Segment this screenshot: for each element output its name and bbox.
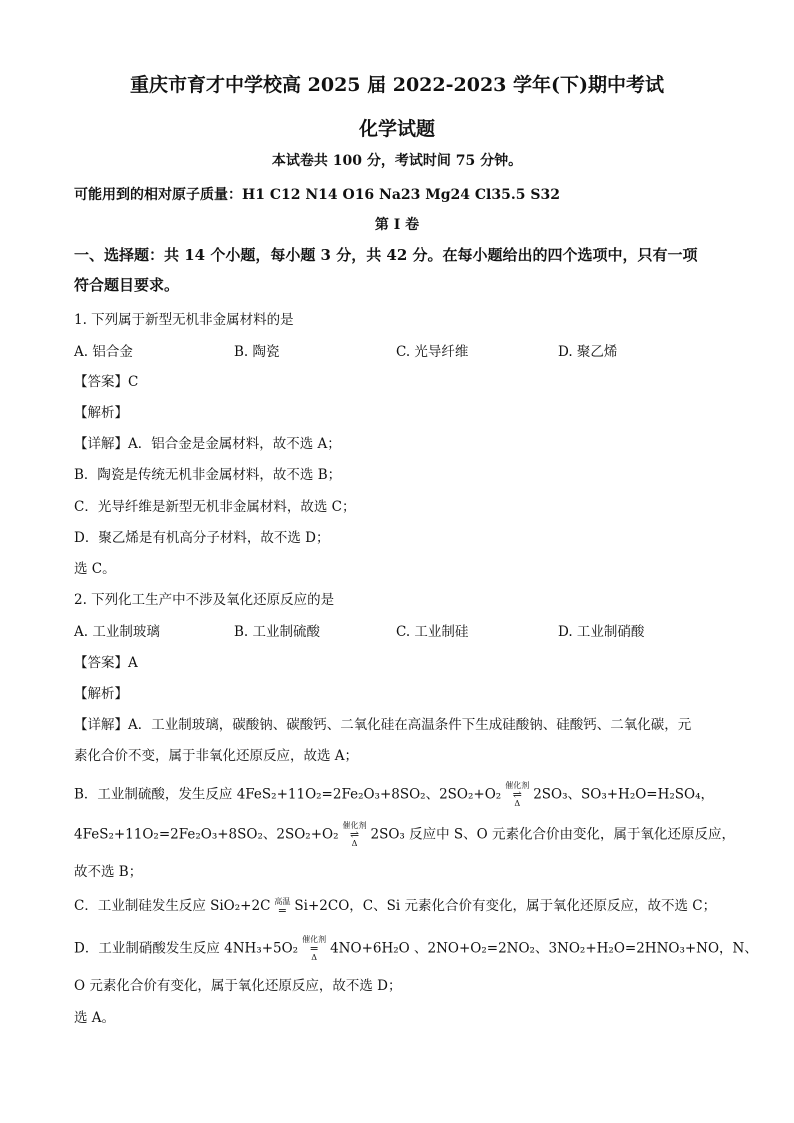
q2-b2-equation-pre: 4FeS₂+11O₂=2Fe₂O₃+8SO₂、2SO₂+O₂ xyxy=(74,826,339,843)
condition-catalyst-3: 催化剂 xyxy=(302,935,327,944)
condition-catalyst-2: 催化剂 xyxy=(342,821,367,830)
q2-detail-b-line1 xyxy=(74,782,714,808)
exam-title: 重庆市育才中学校高 2025 届 2022-2023 学年(下)期中考试 xyxy=(130,74,664,96)
q1-option-a: A. 铝合金 xyxy=(74,344,133,360)
condition-heat-3: Δ xyxy=(311,953,317,962)
equals-sign-icon: = xyxy=(277,903,288,917)
exam-subtitle: 化学试题 xyxy=(358,118,435,140)
q2-b2-equation-post: 2SO₃ 反应中 S、O 元素化合价由变化，属于氧化还原反应， xyxy=(370,826,735,843)
q2-detail-a-line1: 【详解】A．工业制玻璃，碳酸钠、碳酸钙、二氧化硅在高温条件下生成硅酸钠、硅酸钙、二氧化碳，元 xyxy=(74,717,692,733)
q2-detail-c xyxy=(74,894,716,916)
reversible-arrow-icon: ⇌ xyxy=(512,788,522,801)
q2-analysis-label: 【解析】 xyxy=(74,686,128,702)
condition-heat-2: Δ xyxy=(351,839,358,848)
q1-detail-a: 【详解】A．铝合金是金属材料，故不选 A； xyxy=(74,436,341,452)
section-heading-line1: 一、选择题：共 14 个小题，每小题 3 分，共 42 分。在每小题给出的四个选项中，只有一项 xyxy=(74,246,698,264)
q1-detail-d: D．聚乙烯是有机高分子材料，故不选 D； xyxy=(74,530,330,546)
q2-detail-d xyxy=(74,936,758,962)
q2-b-equation-pre: B．工业制硫酸，发生反应 4FeS₂+11O₂=2Fe₂O₃+8SO₂、2SO₂+O₂ xyxy=(74,786,502,803)
atomic-mass-line: 可能用到的相对原子质量：H1 C12 N14 O16 Na23 Mg24 Cl35.5 S32 xyxy=(74,187,560,203)
q2-option-a: A. 工业制玻璃 xyxy=(74,624,160,640)
condition-heat: Δ xyxy=(514,799,521,808)
q1-stem: 1. 下列属于新型无机非金属材料的是 xyxy=(74,312,294,328)
q1-option-d: D. 聚乙烯 xyxy=(558,344,618,360)
q2-stem: 2. 下列化工生产中不涉及氧化还原反应的是 xyxy=(74,592,335,608)
exam-info: 本试卷共 100 分，考试时间 75 分钟。 xyxy=(271,153,523,169)
q2-c-equation-post: Si+2CO，C、Si 元素化合价有变化，属于氧化还原反应，故不选 C； xyxy=(294,898,717,914)
q2-conclusion: 选 A。 xyxy=(74,1010,116,1026)
q1-detail-b: B．陶瓷是传统无机非金属材料，故不选 B； xyxy=(74,467,342,483)
condition-high-temp: 高温 xyxy=(274,896,291,906)
q2-option-d: D. 工业制硝酸 xyxy=(558,624,645,640)
q1-option-b: B. 陶瓷 xyxy=(234,344,280,360)
equals-sign-catalyst-heat xyxy=(302,936,326,962)
q2-detail-b-line2 xyxy=(74,822,735,848)
q2-option-c: C. 工业制硅 xyxy=(396,624,469,640)
q2-d-equation-pre: D．工业制硝酸发生反应 4NH₃+5O₂ xyxy=(74,940,299,957)
equals-sign-high-temp xyxy=(274,898,290,916)
q2-detail-d-line2: O 元素化合价有变化，属于氧化还原反应，故不选 D； xyxy=(74,978,402,994)
section-heading-line2: 符合题目要求。 xyxy=(74,276,180,294)
q2-detail-a-line2: 素化合价不变，属于非氧化还原反应，故选 A； xyxy=(74,748,359,764)
equals-sign-icon-2: = xyxy=(309,942,319,955)
reversible-arrow-catalyst-heat xyxy=(505,782,529,808)
q1-answer: 【答案】C xyxy=(74,374,139,390)
q1-analysis-label: 【解析】 xyxy=(74,405,128,421)
q2-detail-b-line3: 故不选 B； xyxy=(74,864,143,880)
q1-option-c: C. 光导纤维 xyxy=(396,344,469,360)
condition-catalyst: 催化剂 xyxy=(505,781,530,790)
q1-conclusion: 选 C。 xyxy=(74,561,116,577)
q2-b-equation-post: 2SO₃、SO₃+H₂O=H₂SO₄， xyxy=(533,786,715,803)
q1-detail-c: C．光导纤维是新型无机非金属材料，故选 C； xyxy=(74,499,356,515)
q2-d-equation-post: 4NO+6H₂O 、2NO+O₂=2NO₂、3NO₂+H₂O=2HNO₃+NO，N、 xyxy=(330,940,758,957)
volume-label: 第 I 卷 xyxy=(374,217,420,233)
q2-answer: 【答案】A xyxy=(74,655,138,671)
reversible-arrow-catalyst-heat-2 xyxy=(342,822,366,848)
reversible-arrow-icon-2: ⇌ xyxy=(349,828,360,841)
q2-option-b: B. 工业制硫酸 xyxy=(234,624,321,640)
q2-c-equation-pre: C．工业制硅发生反应 SiO₂+2C xyxy=(74,898,271,914)
